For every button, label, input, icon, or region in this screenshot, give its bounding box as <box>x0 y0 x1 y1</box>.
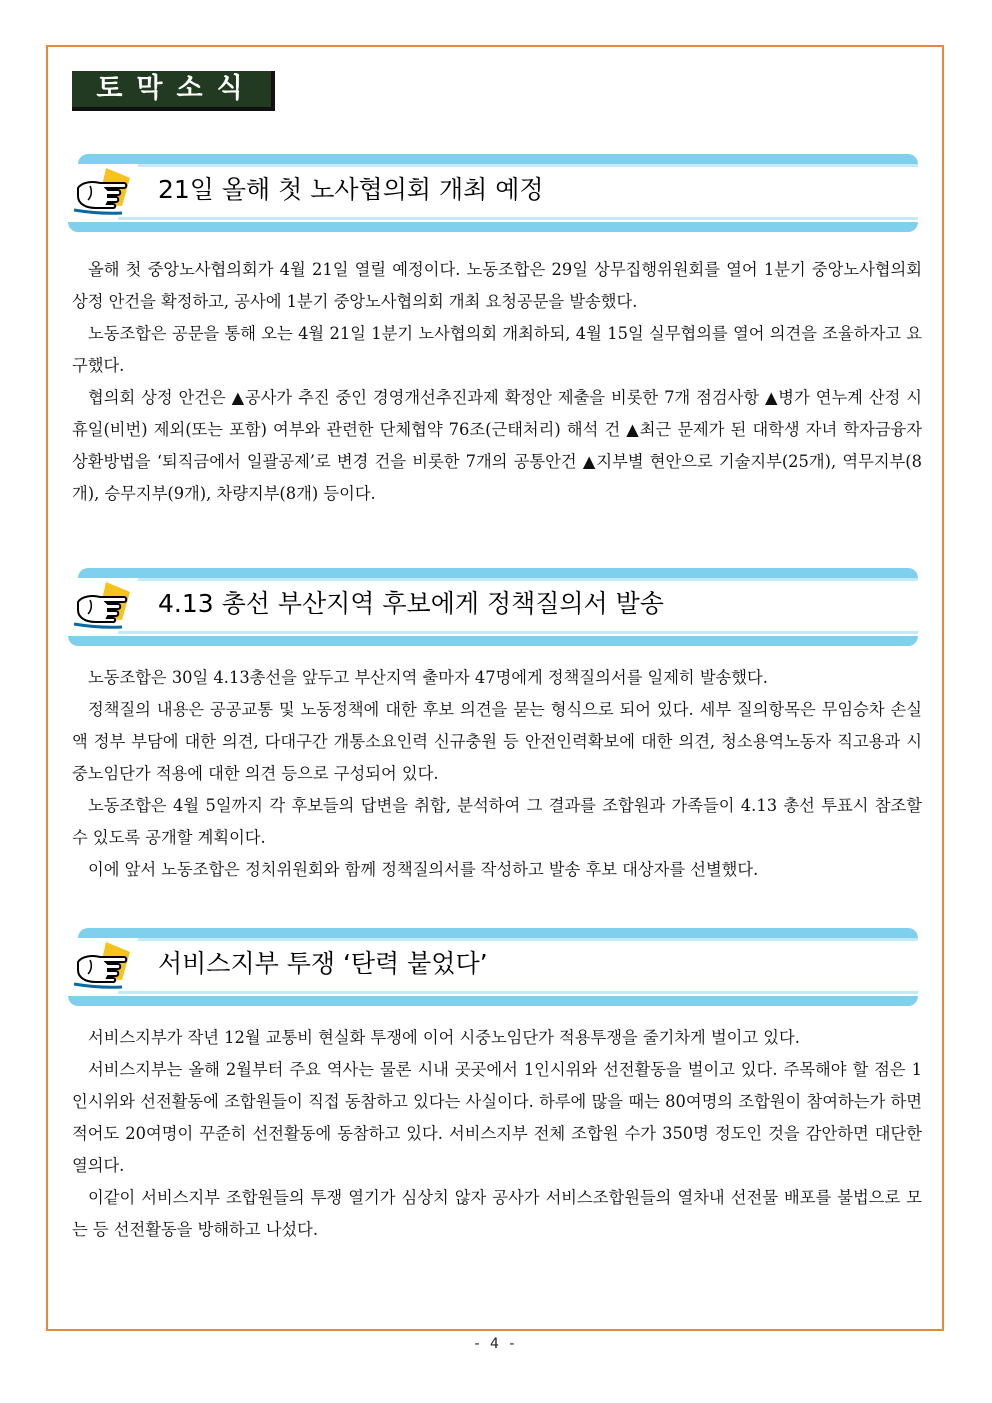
article-headline-2 <box>68 568 918 646</box>
article-title: 서비스지부 투쟁 ‘탄력 붙었다’ <box>158 949 488 978</box>
article-headline-3 <box>68 928 918 1006</box>
paragraph: 정책질의 내용은 공공교통 및 노동정책에 대한 후보 의견을 묻는 형식으로 되어 있다. 세부 질의항목은 무임승차 손실액 정부 부담에 대한 의견, 다대구간 개통소요인력 신규충원 등 안전인력확보에 대한 의견, 청소용역노동자 직고용과 시중노임단가 적용에 대한 의견 등으로 구성되어 있다. <box>72 700 922 783</box>
page-number: - 4 - <box>474 1336 518 1352</box>
section-label: 토막소식 <box>72 71 275 111</box>
article-body-1 <box>72 254 922 510</box>
paragraph: 노동조합은 공문을 통해 오는 4월 21일 1분기 노사협의회 개최하되, 4월 15일 실무협의를 열어 의견을 조율하자고 요구했다. <box>72 324 922 375</box>
paragraph: 이에 앞서 노동조합은 정치위원회와 함께 정책질의서를 작성하고 발송 후보 대상자를 선별했다. <box>88 860 759 879</box>
pointing-hand-icon <box>72 166 134 220</box>
paragraph: 노동조합은 4월 5일까지 각 후보들의 답변을 취합, 분석하여 그 결과를 조합원과 가족들이 4.13 총선 투표시 참조할 수 있도록 공개할 계획이다. <box>72 796 922 847</box>
paragraph: 올해 첫 중앙노사협의회가 4월 21일 열릴 예정이다. 노동조합은 29일 상무집행위원회를 열어 1분기 중앙노사협의회 상정 안건을 확정하고, 공사에 1분기 중앙노사협의회 개최 요청공문을 발송했다. <box>72 260 922 311</box>
article-headline-1 <box>68 154 918 232</box>
pointing-hand-icon <box>72 580 134 634</box>
article-body-3 <box>72 1022 922 1246</box>
article-title: 21일 올해 첫 노사협의회 개최 예정 <box>158 175 544 204</box>
paragraph: 서비스지부는 올해 2월부터 주요 역사는 물론 시내 곳곳에서 1인시위와 선전활동을 벌이고 있다. 주목해야 할 점은 1인시위와 선전활동에 조합원들이 직접 동참하고 있다는 사실이다. 하루에 많을 때는 80여명의 조합원이 참여하는가 하면 적어도 20여명이 꾸준히 선전활동에 동참하고 있다. 서비스지부 전체 조합원 수가 350명 정도인 것을 감안하면 대단한 열의다. <box>72 1060 922 1175</box>
article-body-2 <box>72 662 922 886</box>
pointing-hand-icon <box>72 940 134 994</box>
paragraph: 협의회 상정 안건은 ▲공사가 추진 중인 경영개선추진과제 확정안 제출을 비롯한 7개 점검사항 ▲병가 연누계 산정 시 휴일(비번) 제외(또는 포함) 여부와 관련한 단체협약 76조(근태처리) 해석 건 ▲최근 문제가 된 대학생 자녀 학자금융자 상환방법을 ‘퇴직금에서 일괄공제’로 변경 건을 비롯한 7개의 공통안건 ▲지부별 현안으로 기술지부(25개), 역무지부(8개), 승무지부(9개), 차량지부(8개) 등이다. <box>72 388 922 503</box>
paragraph: 서비스지부가 작년 12월 교통비 현실화 투쟁에 이어 시중노임단가 적용투쟁을 줄기차게 벌이고 있다. <box>88 1028 800 1047</box>
article-title: 4.13 총선 부산지역 후보에게 정책질의서 발송 <box>158 589 664 618</box>
paragraph: 노동조합은 30일 4.13총선을 앞두고 부산지역 출마자 47명에게 정책질의서를 일제히 발송했다. <box>88 668 768 687</box>
paragraph: 이같이 서비스지부 조합원들의 투쟁 열기가 심상치 않자 공사가 서비스조합원들의 열차내 선전물 배포를 불법으로 모는 등 선전활동을 방해하고 나섰다. <box>72 1188 922 1239</box>
